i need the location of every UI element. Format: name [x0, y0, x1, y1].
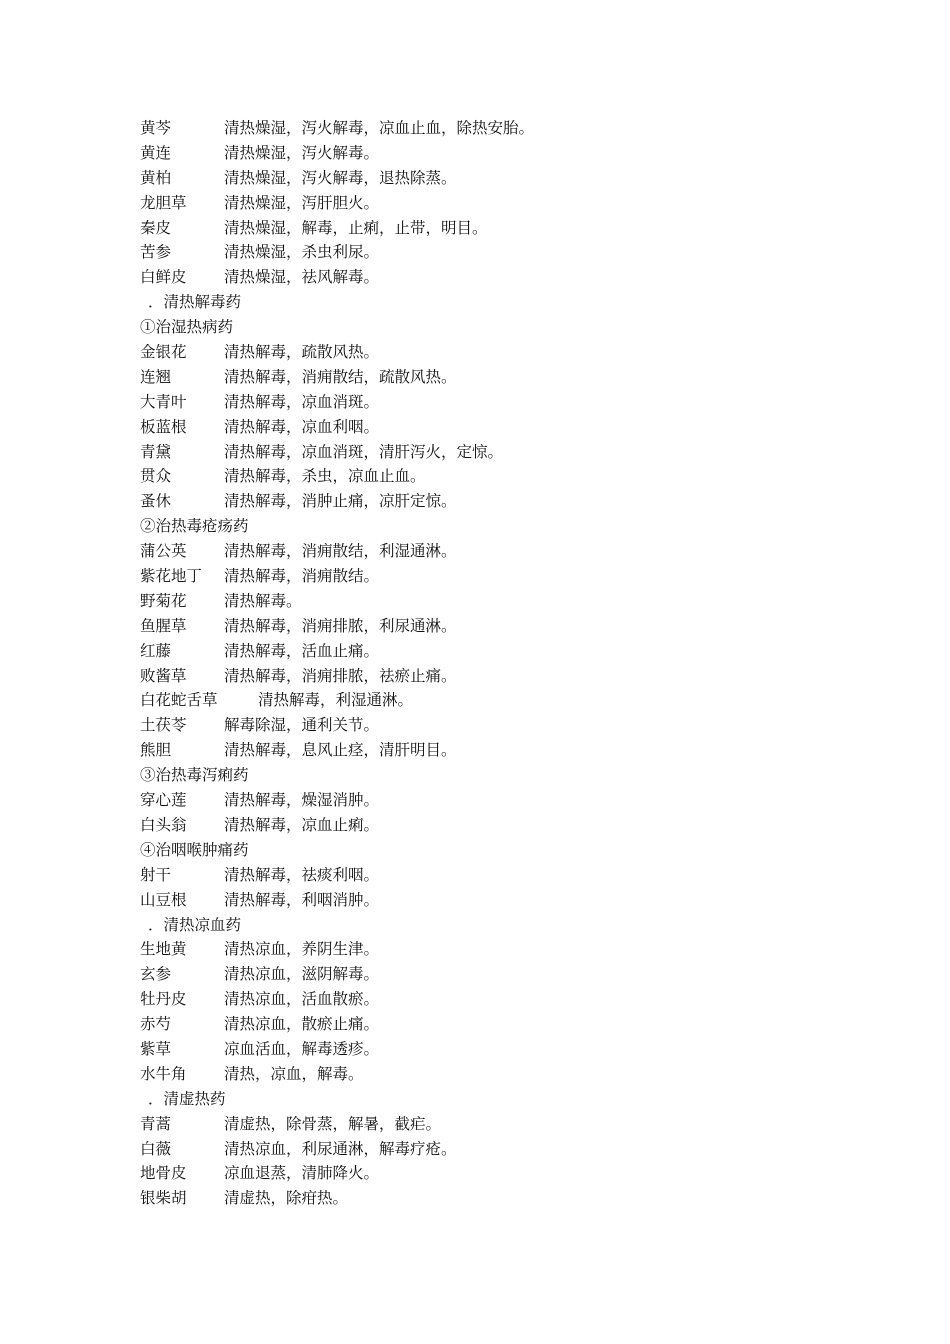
section-heading: [140, 913, 900, 938]
herb-name: 连翘: [140, 367, 172, 386]
herb-entry: [140, 141, 900, 166]
heading-text: ④治咽喉肿痛药: [140, 840, 249, 859]
herb-entry: [140, 464, 900, 489]
herb-effect: 清热解毒，燥湿消肿。: [224, 791, 380, 810]
herb-effect: 清热燥湿，解毒，止痢，止带，明目。: [224, 218, 488, 237]
herb-entry: [140, 240, 900, 265]
heading-text: ①治湿热病药: [140, 318, 234, 337]
herb-name: 板蓝根: [140, 417, 187, 436]
section-heading: [140, 290, 900, 315]
herb-effect: 清热解毒，消痈排脓，祛瘀止痛。: [224, 666, 457, 685]
herb-effect: 清热解毒，凉血利咽。: [224, 417, 380, 436]
herb-effect: 清热解毒，息风止痉，清肝明目。: [224, 741, 457, 760]
herb-name: 水牛角: [140, 1064, 187, 1083]
herb-entry: [140, 265, 900, 290]
herb-name: 黄连: [140, 143, 172, 162]
herb-entry: [140, 738, 900, 763]
herb-entry: [140, 1186, 900, 1211]
herb-name: 青蒿: [140, 1114, 172, 1133]
herb-effect: 清热解毒，消痈排脓，利尿通淋。: [224, 616, 457, 635]
herb-name: 黄柏: [140, 168, 172, 187]
heading-text: ．清热凉血药: [148, 915, 242, 934]
herb-name: 玄参: [140, 965, 172, 984]
herb-effect: 清热凉血，滋阴解毒。: [224, 965, 380, 984]
herb-entry: [140, 365, 900, 390]
herb-effect: 清热凉血，养阴生津。: [224, 940, 380, 959]
herb-effect: 清热解毒，祛痰利咽。: [224, 865, 380, 884]
herb-name: 红藤: [140, 641, 172, 660]
herb-effect: 清热解毒，利咽消肿。: [224, 890, 380, 909]
subsection-heading: [140, 315, 900, 340]
herb-entry: [140, 1137, 900, 1162]
herb-entry: [140, 888, 900, 913]
herb-effect: 清热燥湿，泻火解毒，退热除蒸。: [224, 168, 457, 187]
herb-effect: 清热凉血，活血散瘀。: [224, 990, 380, 1009]
herb-name: 秦皮: [140, 218, 172, 237]
herb-effect: 清热解毒，杀虫，凉血止血。: [224, 467, 426, 486]
herb-entry: [140, 1037, 900, 1062]
herb-effect: 清热燥湿，泻火解毒，凉血止血，除热安胎。: [224, 119, 535, 137]
herb-entry: [140, 390, 900, 415]
herb-effect: 清热解毒，活血止痛。: [224, 641, 380, 660]
herb-effect: 解毒除湿，通利关节。: [224, 716, 380, 735]
herb-entry: [140, 191, 900, 216]
herb-effect: 清热燥湿，杀虫利尿。: [224, 243, 380, 262]
herb-entry: [140, 415, 900, 440]
heading-text: ③治热毒泻痢药: [140, 766, 249, 785]
herb-entry: [140, 216, 900, 241]
herb-name: 贯众: [140, 467, 172, 486]
herb-name: 青黛: [140, 442, 172, 461]
heading-text: ．清热解毒药: [148, 293, 242, 312]
herb-name: 白薇: [140, 1139, 172, 1158]
herb-effect: 清热解毒，消痈散结，利湿通淋。: [224, 542, 457, 561]
herb-name: 白鲜皮: [140, 268, 187, 287]
herb-name: 鱼腥草: [140, 616, 187, 635]
herb-effect: 清虚热，除骨蒸，解暑，截疟。: [224, 1114, 442, 1133]
heading-text: ．清虚热药: [148, 1089, 226, 1108]
herb-effect: 清热，凉血，解毒。: [224, 1064, 364, 1083]
herb-name: 紫草: [140, 1039, 172, 1058]
herb-name: 牡丹皮: [140, 990, 187, 1009]
herb-name: 射干: [140, 865, 172, 884]
herb-effect: 清热凉血，利尿通淋，解毒疗疮。: [224, 1139, 457, 1158]
herb-effect: 清热解毒，凉血消斑，清肝泻火，定惊。: [224, 442, 504, 461]
herb-effect: 清热解毒，消痈散结，疏散风热。: [224, 367, 457, 386]
herb-name: 地骨皮: [140, 1164, 187, 1183]
heading-text: ②治热毒疮疡药: [140, 517, 249, 536]
herb-entry: [140, 937, 900, 962]
herb-name: 龙胆草: [140, 193, 187, 212]
herb-entry: [140, 1112, 900, 1137]
herb-entry: [140, 688, 900, 713]
herb-name: 金银花: [140, 343, 187, 362]
herb-effect: 清虚热，除疳热。: [224, 1189, 349, 1208]
herb-effect: 清热解毒，消痈散结。: [224, 567, 380, 586]
herb-effect: 清热解毒，凉血止痢。: [224, 815, 380, 834]
herb-name: 蚤休: [140, 492, 172, 511]
herb-entry: [140, 340, 900, 365]
herb-effect: 凉血活血，解毒透疹。: [224, 1039, 380, 1058]
herb-entry: [140, 489, 900, 514]
herb-entry: [140, 440, 900, 465]
herb-entry: [140, 639, 900, 664]
subsection-heading: [140, 838, 900, 863]
herb-name: 银柴胡: [140, 1189, 187, 1208]
herb-effect: 凉血退蒸，清肺降火。: [224, 1164, 380, 1183]
herb-name: 紫花地丁: [140, 567, 203, 586]
herb-entry: [140, 788, 900, 813]
herb-name: 山豆根: [140, 890, 187, 909]
herb-name: 白头翁: [140, 815, 187, 834]
herb-entry: [140, 813, 900, 838]
herb-name: 败酱草: [140, 666, 187, 685]
herb-entry: [140, 564, 900, 589]
herb-effect: 清热解毒。: [224, 591, 302, 610]
herb-entry: [140, 713, 900, 738]
herb-entry: [140, 1062, 900, 1087]
herb-name: 蒲公英: [140, 542, 187, 561]
herb-entry: [140, 589, 900, 614]
herb-entry: [140, 987, 900, 1012]
herb-entry: [140, 863, 900, 888]
herb-entry: [140, 116, 900, 141]
herb-name: 穿心莲: [140, 791, 187, 810]
herb-effect: 清热解毒，疏散风热。: [224, 343, 380, 362]
subsection-heading: [140, 763, 900, 788]
herb-effect: 清热解毒，利湿通淋。: [258, 691, 414, 710]
herb-name: 熊胆: [140, 741, 172, 760]
herb-entry: [140, 962, 900, 987]
herb-name: 赤芍: [140, 1015, 172, 1034]
herb-entry: [140, 539, 900, 564]
herb-effect: 清热燥湿，泻肝胆火。: [224, 193, 380, 212]
herb-entry: [140, 664, 900, 689]
herb-name: 土茯苓: [140, 716, 187, 735]
subsection-heading: [140, 514, 900, 539]
herb-effect: 清热凉血，散瘀止痛。: [224, 1015, 380, 1034]
herb-effect: 清热燥湿，泻火解毒。: [224, 143, 380, 162]
section-heading: [140, 1087, 900, 1112]
herb-name: 白花蛇舌草: [140, 691, 218, 710]
herb-effect: 清热解毒，消肿止痛，凉肝定惊。: [224, 492, 457, 511]
herb-entry: [140, 1012, 900, 1037]
herb-name: 生地黄: [140, 940, 187, 959]
herb-name: 黄芩: [140, 119, 172, 137]
herb-name: 野菊花: [140, 591, 187, 610]
herb-name: 苦参: [140, 243, 172, 262]
herb-entry: [140, 614, 900, 639]
herb-effect: 清热燥湿，祛风解毒。: [224, 268, 380, 287]
herb-entry: [140, 1161, 900, 1186]
herb-entry: [140, 166, 900, 191]
herb-name: 大青叶: [140, 392, 187, 411]
herb-effect: 清热解毒，凉血消斑。: [224, 392, 380, 411]
document-page: [140, 116, 900, 1211]
